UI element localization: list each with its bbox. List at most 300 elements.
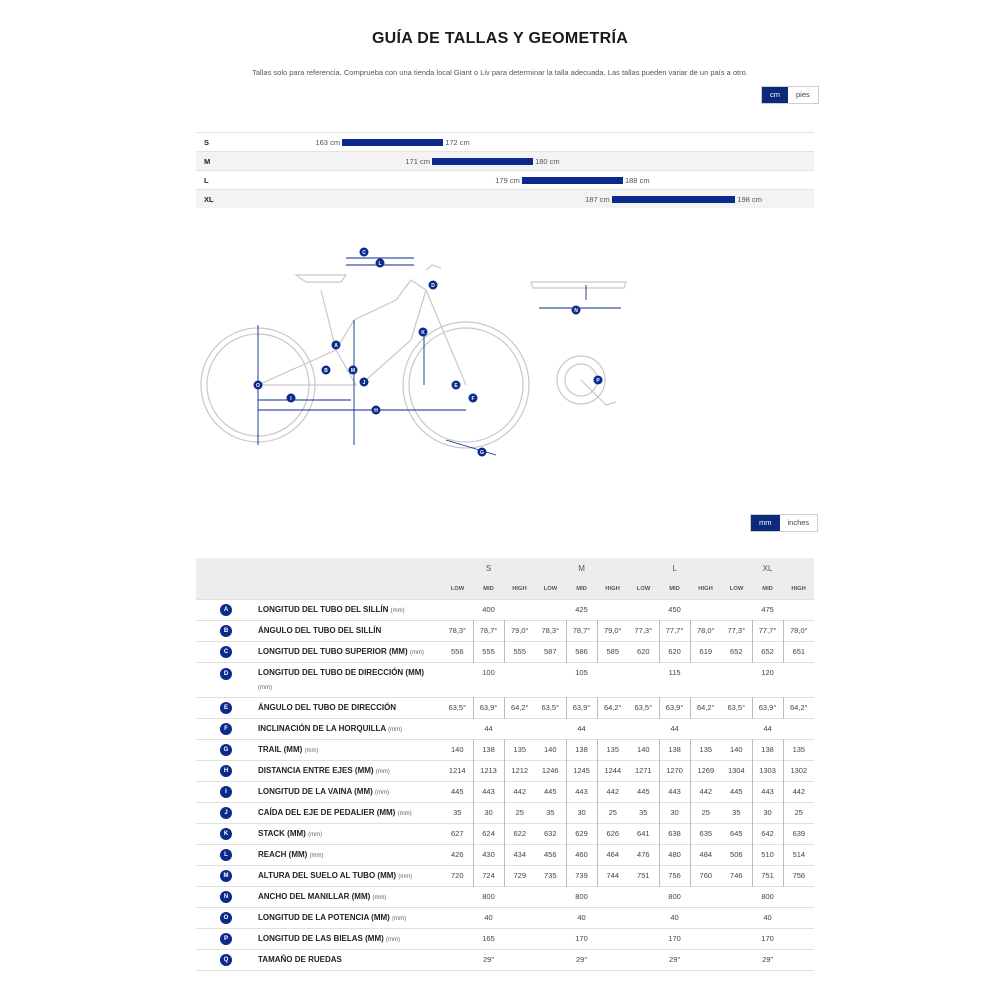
value-cell: 442 <box>513 787 527 796</box>
row-name: ANCHO DEL MANILLAR (MM) <box>258 892 371 901</box>
position-header: MID <box>473 579 504 599</box>
value-cell: 724 <box>473 865 504 886</box>
row-name: TAMAÑO DE RUEDAS <box>258 955 342 964</box>
badge-cell <box>196 928 256 949</box>
value-cell: 44 <box>577 724 586 733</box>
value-cell: 63,5° <box>448 703 467 712</box>
size-label: S <box>204 138 210 147</box>
diagram-label-text: G <box>480 450 484 456</box>
value-cell: 120 <box>761 667 774 677</box>
badge-cell <box>196 739 256 760</box>
row-name: LONGITUD DE LA VAINA (MM) <box>258 787 373 796</box>
value-cell: 442 <box>606 787 620 796</box>
value-cell: 652 <box>752 641 783 662</box>
value-cell: 77,3° <box>727 626 746 635</box>
row-badge: C <box>220 646 232 658</box>
row-badge: L <box>220 849 232 861</box>
value-cell: 25 <box>515 808 524 817</box>
value-cell: 30 <box>566 802 597 823</box>
value-cell: 44 <box>670 724 679 733</box>
value-cell: 514 <box>792 850 806 859</box>
row-badge: O <box>220 912 232 924</box>
value-cell: 645 <box>730 829 743 838</box>
value-cell: 30 <box>752 802 783 823</box>
value-cell: 1271 <box>634 766 652 775</box>
row-name-cell <box>256 802 442 823</box>
value-cell: 25 <box>608 808 617 817</box>
bike-geometry-diagram <box>196 230 656 470</box>
geometry-table-body <box>196 599 814 970</box>
row-badge: A <box>220 604 232 616</box>
value-cell: 635 <box>699 829 713 838</box>
saddle <box>296 275 346 282</box>
row-badge: N <box>220 891 232 903</box>
row-badge: G <box>220 744 232 756</box>
value-cell: 475 <box>761 605 774 614</box>
value-cell: 642 <box>752 823 783 844</box>
size-max-value: 172 cm <box>445 138 470 147</box>
row-unit: (mm) <box>375 769 390 775</box>
row-unit: (mm) <box>375 790 390 796</box>
value-cell: 1213 <box>473 760 504 781</box>
row-name-cell <box>256 662 442 697</box>
row-badge: B <box>220 625 232 637</box>
row-badge: I <box>220 786 232 798</box>
diagram-label-text: E <box>454 383 458 389</box>
value-cell: 135 <box>792 745 806 754</box>
value-cell: 79,0° <box>510 626 529 635</box>
value-cell: 40 <box>577 913 586 922</box>
row-name: LONGITUD DEL TUBO SUPERIOR (MM) <box>258 647 408 656</box>
size-chart <box>196 132 814 208</box>
value-cell: 78,3° <box>541 626 560 635</box>
value-cell: 751 <box>752 865 783 886</box>
value-cell: 430 <box>473 844 504 865</box>
value-cell: 555 <box>473 641 504 662</box>
value-cell: 138 <box>752 739 783 760</box>
badge-cell <box>196 823 256 844</box>
diagram-label-text: B <box>324 368 328 374</box>
diagram-label-text: N <box>574 308 578 314</box>
value-cell: 638 <box>659 823 690 844</box>
row-name: REACH (MM) <box>258 850 308 859</box>
geometry-table <box>196 558 814 971</box>
row-badge: E <box>220 702 232 714</box>
value-cell: 425 <box>575 605 588 614</box>
value-cell: 115 <box>668 667 681 677</box>
size-header: S <box>442 558 535 579</box>
value-cell: 170 <box>575 934 588 943</box>
value-cell: 30 <box>659 802 690 823</box>
value-cell: 1244 <box>604 766 622 775</box>
badge-cell <box>196 620 256 641</box>
value-cell: 622 <box>513 829 527 838</box>
row-unit: (mm) <box>398 874 413 880</box>
table-row <box>196 886 814 907</box>
row-name: ALTURA DEL SUELO AL TUBO (MM) <box>258 871 397 880</box>
size-range-bar <box>522 177 623 184</box>
value-cell: 510 <box>752 844 783 865</box>
table-row <box>196 928 814 949</box>
value-cell: 442 <box>792 787 806 796</box>
value-cell: 138 <box>566 739 597 760</box>
row-unit: (mm) <box>392 916 407 922</box>
table-row <box>196 641 814 662</box>
value-cell: 1302 <box>790 766 808 775</box>
value-cell: 756 <box>659 865 690 886</box>
table-row <box>196 865 814 886</box>
value-cell: 800 <box>761 892 774 901</box>
table-row <box>196 662 814 697</box>
value-cell: 63,9° <box>566 697 597 718</box>
table-row <box>196 781 814 802</box>
value-cell: 652 <box>730 647 743 656</box>
value-cell: 443 <box>566 781 597 802</box>
value-cell: 1212 <box>511 766 529 775</box>
value-cell: 484 <box>699 850 713 859</box>
value-cell: 1304 <box>727 766 745 775</box>
size-row <box>196 151 814 170</box>
badge-cell <box>196 781 256 802</box>
position-header: MID <box>659 579 690 599</box>
header-spacer <box>196 558 442 579</box>
value-cell: 40 <box>484 913 493 922</box>
value-cell: 64,2° <box>697 703 715 712</box>
row-name-cell <box>256 844 442 865</box>
unit-mm-option[interactable]: mm <box>751 515 780 531</box>
value-cell: 445 <box>450 787 464 796</box>
value-cell: 443 <box>752 781 783 802</box>
size-header-row <box>196 558 814 579</box>
row-badge: F <box>220 723 232 735</box>
value-cell: 1246 <box>541 766 559 775</box>
diagram-label-text: L <box>378 261 382 267</box>
value-cell: 40 <box>763 913 772 922</box>
row-name: DISTANCIA ENTRE EJES (MM) <box>258 766 374 775</box>
diagram-label-text: C <box>362 250 366 256</box>
row-badge: H <box>220 765 232 777</box>
badge-cell <box>196 760 256 781</box>
row-name: LONGITUD DE LA POTENCIA (MM) <box>258 913 390 922</box>
row-name: INCLINACIÓN DE LA HORQUILLA <box>258 724 386 733</box>
value-cell: 744 <box>606 871 620 880</box>
diagram-label-text: D <box>431 283 435 289</box>
table-row <box>196 844 814 865</box>
size-range-bar <box>342 139 443 146</box>
row-name-cell <box>256 697 442 718</box>
table-row <box>196 949 814 970</box>
badge-cell <box>196 907 256 928</box>
diagram-label-text: I <box>290 396 292 402</box>
row-name: CAÍDA DEL EJE DE PEDALIER (MM) <box>258 808 396 817</box>
row-name: TRAIL (MM) <box>258 745 303 754</box>
position-header: LOW <box>442 579 473 599</box>
value-cell: 63,5° <box>727 703 746 712</box>
value-cell: 29" <box>669 955 681 964</box>
value-cell: 64,2° <box>510 703 529 712</box>
row-unit: (mm) <box>388 727 403 733</box>
value-cell: 29" <box>762 955 774 964</box>
value-cell: 1269 <box>697 766 715 775</box>
value-cell: 629 <box>566 823 597 844</box>
value-cell: 165 <box>482 934 495 943</box>
value-cell: 760 <box>699 871 713 880</box>
position-header: LOW <box>628 579 659 599</box>
value-cell: 627 <box>450 829 464 838</box>
value-cell: 1303 <box>752 760 783 781</box>
value-cell: 170 <box>761 934 774 943</box>
value-cell: 29" <box>576 955 588 964</box>
value-cell: 426 <box>450 850 464 859</box>
value-cell: 170 <box>668 934 681 943</box>
value-cell: 585 <box>606 647 620 656</box>
seat-tube <box>321 290 336 350</box>
row-name: LONGITUD DEL TUBO DE DIRECCIÓN (MM) <box>258 667 425 677</box>
value-cell: 35 <box>546 808 555 817</box>
value-cell: 746 <box>730 871 743 880</box>
row-unit: (mm) <box>390 608 405 614</box>
diagram-label-text: M <box>350 368 356 374</box>
row-name-cell <box>256 865 442 886</box>
value-cell: 40 <box>670 913 679 922</box>
value-cell: 64,2° <box>603 703 622 712</box>
badge-cell <box>196 886 256 907</box>
position-header: HIGH <box>783 579 814 599</box>
size-max-value: 188 cm <box>624 176 650 185</box>
size-row <box>196 189 814 208</box>
value-cell: 641 <box>637 829 650 838</box>
size-min-value: 171 cm <box>405 157 430 166</box>
value-cell: 79,0° <box>603 626 622 635</box>
size-row <box>196 132 814 151</box>
value-cell: 1270 <box>659 760 690 781</box>
unit-feet-option[interactable]: pies <box>788 87 818 103</box>
diagram-label-text: O <box>256 383 260 389</box>
value-cell: 450 <box>668 605 681 614</box>
value-cell: 63,5° <box>634 703 653 712</box>
value-cell: 756 <box>792 871 806 880</box>
value-cell: 77,3° <box>634 626 653 635</box>
row-unit: (mm) <box>397 811 412 817</box>
value-cell: 556 <box>450 647 464 656</box>
value-cell: 135 <box>606 745 620 754</box>
value-cell: 100 <box>482 667 495 677</box>
value-cell: 30 <box>473 802 504 823</box>
value-cell: 135 <box>513 745 527 754</box>
value-cell: 442 <box>699 787 713 796</box>
value-cell: 619 <box>699 647 713 656</box>
row-name-cell <box>256 781 442 802</box>
value-cell: 729 <box>513 871 527 880</box>
size-header: L <box>628 558 721 579</box>
handlebar-detail <box>531 282 626 288</box>
row-unit: (mm) <box>308 832 323 838</box>
value-cell: 639 <box>792 829 806 838</box>
value-cell: 626 <box>606 829 620 838</box>
table-row <box>196 739 814 760</box>
row-name-cell <box>256 949 442 970</box>
badge-cell <box>196 599 256 620</box>
value-cell: 1214 <box>448 766 466 775</box>
value-cell: 77,7° <box>752 620 783 641</box>
badge-cell <box>196 697 256 718</box>
value-cell: 105 <box>575 667 588 677</box>
position-header: LOW <box>535 579 566 599</box>
value-cell: 651 <box>792 647 806 656</box>
position-header: HIGH <box>690 579 721 599</box>
badge-cell <box>196 802 256 823</box>
value-cell: 78,7° <box>473 620 504 641</box>
value-cell: 800 <box>668 892 681 901</box>
value-cell: 138 <box>659 739 690 760</box>
value-cell: 35 <box>639 808 648 817</box>
row-name-cell <box>256 641 442 662</box>
table-row <box>196 823 814 844</box>
value-cell: 632 <box>544 829 557 838</box>
size-min-value: 179 cm <box>495 176 520 185</box>
row-name-cell <box>256 928 442 949</box>
value-cell: 63,5° <box>541 703 560 712</box>
size-min-value: 163 cm <box>315 138 341 147</box>
row-name-cell <box>256 620 442 641</box>
position-header: HIGH <box>504 579 535 599</box>
value-cell: 720 <box>450 871 464 880</box>
geometry-unit-toggle[interactable] <box>750 514 818 532</box>
size-row <box>196 170 814 189</box>
row-name-cell <box>256 760 442 781</box>
value-cell: 620 <box>659 641 690 662</box>
size-label: M <box>204 157 211 166</box>
row-unit: (mm) <box>386 937 401 943</box>
value-cell: 25 <box>701 808 710 817</box>
table-row <box>196 760 814 781</box>
diagram-label-text: F <box>471 396 475 402</box>
position-header-row <box>196 579 814 599</box>
row-name-cell <box>256 718 442 739</box>
value-cell: 620 <box>637 647 650 656</box>
page-title: GUÍA DE TALLAS Y GEOMETRÍA <box>371 30 629 47</box>
value-cell: 800 <box>482 892 495 901</box>
row-unit: (mm) <box>258 684 272 691</box>
value-cell: 25 <box>794 808 803 817</box>
diagram-label-text: J <box>362 380 366 386</box>
table-row <box>196 718 814 739</box>
table-row <box>196 697 814 718</box>
value-cell: 78,7° <box>566 620 597 641</box>
row-name: LONGITUD DEL TUBO DEL SILLÍN <box>258 605 389 614</box>
row-badge: K <box>220 828 232 840</box>
value-cell: 140 <box>730 745 743 754</box>
badge-cell <box>196 844 256 865</box>
value-cell: 78,3° <box>448 626 467 635</box>
badge-cell <box>196 641 256 662</box>
row-name: LONGITUD DE LAS BIELAS (MM) <box>258 934 384 943</box>
row-name: STACK (MM) <box>258 829 306 838</box>
row-name-cell <box>256 599 442 620</box>
size-max-value: 180 cm <box>535 157 560 166</box>
size-range-bar <box>612 196 736 203</box>
size-range-bar <box>432 158 533 165</box>
value-cell: 735 <box>544 871 557 880</box>
value-cell: 140 <box>637 745 650 754</box>
value-cell: 135 <box>699 745 713 754</box>
row-badge: P <box>220 933 232 945</box>
value-cell: 140 <box>544 745 557 754</box>
table-row <box>196 907 814 928</box>
value-cell: 400 <box>482 605 495 614</box>
table-row <box>196 620 814 641</box>
position-header: LOW <box>721 579 752 599</box>
unit-inches-option[interactable]: inches <box>780 515 818 531</box>
diagram-label-text: K <box>421 330 425 336</box>
value-cell: 800 <box>575 892 588 901</box>
value-cell: 1245 <box>566 760 597 781</box>
value-cell: 44 <box>763 724 772 733</box>
row-unit: (mm) <box>372 895 387 901</box>
size-header: XL <box>721 558 814 579</box>
table-row <box>196 599 814 620</box>
row-badge: D <box>220 668 232 680</box>
row-name: ÁNGULO DEL TUBO DEL SILLÍN <box>258 626 382 635</box>
fork <box>426 290 466 385</box>
value-cell: 443 <box>659 781 690 802</box>
header-spacer <box>196 579 442 599</box>
value-cell: 35 <box>732 808 741 817</box>
row-name-cell <box>256 907 442 928</box>
row-name-cell <box>256 886 442 907</box>
row-badge: M <box>220 870 232 882</box>
row-name-cell <box>256 823 442 844</box>
size-label: L <box>204 176 209 185</box>
value-cell: 751 <box>637 871 650 880</box>
diagram-label-text: P <box>596 378 600 384</box>
value-cell: 587 <box>544 647 557 656</box>
position-header: MID <box>752 579 783 599</box>
row-name: ÁNGULO DEL TUBO DE DIRECCIÓN <box>258 703 397 712</box>
value-cell: 445 <box>544 787 557 796</box>
value-cell: 78,0° <box>697 626 715 635</box>
value-cell: 506 <box>730 850 743 859</box>
size-min-value: 187 cm <box>585 195 610 204</box>
value-cell: 140 <box>450 745 464 754</box>
badge-cell <box>196 949 256 970</box>
position-header: HIGH <box>597 579 628 599</box>
table-row <box>196 802 814 823</box>
page-subtitle: Tallas solo para referencia. Comprueba con una tienda local Giant o Liv para determinar la talla adecuada. Las tallas pueden variar de un país a otro. <box>252 68 748 77</box>
stem <box>426 265 441 270</box>
value-cell: 434 <box>513 850 527 859</box>
geometry-table-header <box>196 558 814 599</box>
value-cell: 443 <box>473 781 504 802</box>
size-header: M <box>535 558 628 579</box>
row-name-cell <box>256 739 442 760</box>
diagram-label-text: H <box>374 408 378 414</box>
value-cell: 445 <box>730 787 743 796</box>
value-cell: 624 <box>473 823 504 844</box>
size-max-value: 198 cm <box>737 195 762 204</box>
value-cell: 63,9° <box>473 697 504 718</box>
value-cell: 64,2° <box>790 703 808 712</box>
size-unit-toggle[interactable] <box>761 86 819 104</box>
badge-cell <box>196 662 256 697</box>
value-cell: 555 <box>513 647 527 656</box>
value-cell: 138 <box>473 739 504 760</box>
unit-cm-option[interactable]: cm <box>762 87 788 103</box>
value-cell: 445 <box>637 787 650 796</box>
row-badge: J <box>220 807 232 819</box>
row-badge: Q <box>220 954 232 966</box>
diagram-label-text: A <box>334 343 338 349</box>
